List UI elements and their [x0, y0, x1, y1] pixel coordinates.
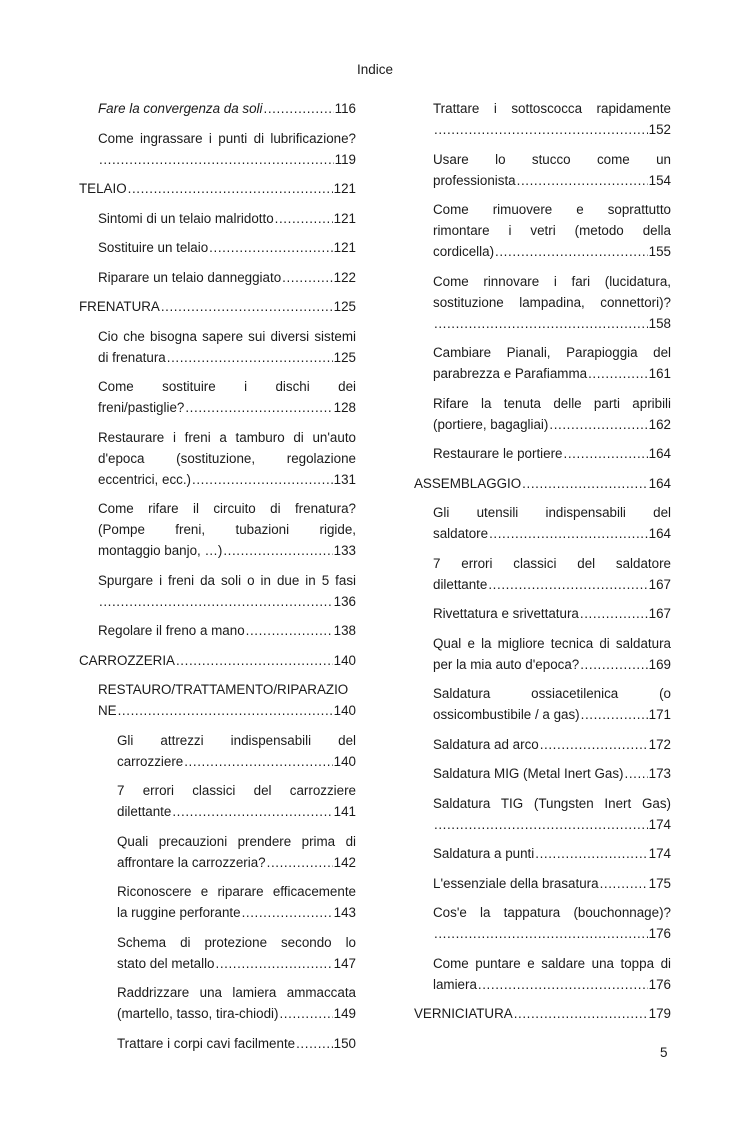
dot-leader [434, 119, 648, 140]
toc-entry-title: professionista [433, 172, 516, 188]
toc-entry-text: 7 errori classici del carrozziere [117, 783, 356, 798]
toc-page-number: 125 [333, 349, 356, 365]
dot-leader [99, 149, 334, 170]
toc-entry-title: FRENATURA [79, 299, 160, 314]
toc-entry-text: (Pompe freni, tubazioni rigide, [98, 522, 356, 537]
dot-leader [478, 974, 648, 995]
dot-leader [495, 241, 648, 262]
toc-entry-text: Raddrizzare una lamiera ammaccata [117, 985, 356, 1000]
toc-entry-title: lamiera [433, 976, 477, 992]
toc-page-number: 125 [333, 299, 356, 314]
toc-page-number: 133 [333, 543, 356, 558]
toc-entry-text: Restaurare i freni a tamburo di un'auto [98, 429, 356, 445]
toc-entry-text: Qual e la migliore tecnica di saldatura [433, 635, 671, 651]
toc-entry[interactable] [79, 620, 356, 641]
toc-entry-text: Gli attrezzi indispensabili del [117, 732, 356, 748]
toc-entry-text: Come ingrassare i punti di lubrificazione? [98, 130, 356, 146]
toc-page-number: 150 [333, 1035, 356, 1051]
toc-entry[interactable] [79, 296, 356, 317]
toc-entry[interactable] [79, 831, 356, 873]
dot-leader [184, 751, 332, 772]
dot-leader [279, 1003, 332, 1024]
toc-entry-text: 7 errori classici del saldatore [433, 555, 671, 571]
toc-page-number: 169 [648, 656, 671, 672]
toc-entry[interactable] [414, 443, 671, 464]
dot-leader [540, 734, 648, 755]
toc-entry[interactable] [79, 178, 356, 199]
dot-leader [489, 523, 648, 544]
toc-page-number: 121 [333, 210, 356, 226]
toc-entry-title: di frenatura [98, 349, 166, 365]
toc-entry-text: Quali precauzioni prendere prima di [117, 833, 356, 849]
toc-entry-title: parabrezza e Parafiamma [433, 366, 588, 381]
toc-entry-title: Rivettatura e srivettatura [433, 606, 579, 621]
dot-leader [625, 763, 648, 784]
toc-page-number: 149 [333, 1006, 356, 1021]
toc-entry[interactable] [79, 498, 356, 561]
dot-leader [600, 873, 648, 894]
toc-entry[interactable] [79, 267, 356, 288]
toc-entry[interactable] [414, 763, 671, 784]
toc-page-number: 138 [333, 623, 356, 638]
toc-entry[interactable] [79, 128, 356, 170]
page-number: 5 [660, 1045, 668, 1060]
toc-entry[interactable] [79, 427, 356, 490]
dot-leader [246, 620, 333, 641]
toc-entry-text: Spurgare i freni da soli o in due in 5 fasi [98, 572, 356, 588]
toc-entry-title: ossicombustibile / a gas) [433, 707, 580, 722]
toc-entry-text: Trattare i sottoscocca rapidamente [433, 101, 671, 116]
dot-leader [275, 208, 333, 229]
toc-page-number: 176 [648, 926, 671, 941]
toc-page-number: 143 [333, 905, 356, 920]
toc-entry-title: Trattare i corpi cavi facilmente [117, 1035, 296, 1051]
toc-entry[interactable] [414, 1003, 671, 1024]
dot-leader [267, 852, 333, 873]
toc-entry[interactable] [414, 342, 671, 384]
toc-column-right [414, 98, 671, 1033]
toc-entry[interactable] [414, 199, 671, 262]
toc-page-number: 155 [648, 244, 671, 259]
dot-leader [564, 443, 648, 464]
dot-leader [535, 843, 647, 864]
toc-entry-text: Riconoscere e riparare efficacemente [117, 884, 356, 899]
toc-entry[interactable] [414, 502, 671, 544]
toc-entry[interactable] [79, 1033, 356, 1054]
toc-entry-title: Restaurare le portiere [433, 446, 563, 461]
toc-entry-text: Schema di protezione secondo lo [117, 934, 356, 950]
toc-page-number: 162 [648, 416, 671, 432]
dot-leader [242, 902, 333, 923]
toc-entry-title: Riparare un telaio danneggiato [98, 269, 282, 285]
toc-page-number: 119 [334, 151, 356, 167]
toc-entry[interactable] [79, 376, 356, 418]
dot-leader [517, 170, 648, 191]
toc-entry-text: RESTAURO/TRATTAMENTO/RIPARAZIO [98, 682, 349, 697]
dot-leader [581, 704, 648, 725]
toc-entry-text: Saldatura ossiacetilenica (o [433, 686, 671, 701]
toc-entry[interactable] [414, 793, 671, 835]
toc-entry-title: TELAIO [79, 181, 127, 196]
toc-entry-text: Cambiare Pianali, Parapioggia del [433, 345, 671, 360]
toc-entry[interactable] [414, 902, 671, 944]
toc-entry-text: Saldatura TIG (Tungsten Inert Gas) [433, 795, 671, 811]
toc-entry[interactable] [79, 98, 356, 119]
toc-entry-title: saldatore [433, 526, 489, 541]
toc-entry-title: L'essenziale della brasatura [433, 875, 599, 891]
toc-entry[interactable] [79, 780, 356, 822]
dot-leader [216, 953, 333, 974]
toc-entry[interactable] [414, 873, 671, 894]
toc-entry-text: Rifare la tenuta delle parti apribili [433, 395, 671, 411]
toc-entry[interactable] [414, 98, 671, 140]
toc-entry[interactable] [79, 237, 356, 258]
dot-leader [264, 98, 334, 119]
dot-leader [128, 178, 333, 199]
toc-entry-text: Gli utensili indispensabili del [433, 505, 671, 520]
toc-page-number: 167 [648, 606, 671, 621]
dot-leader [580, 603, 648, 624]
toc-entry-title: la ruggine perforante [117, 905, 241, 920]
dot-leader [176, 650, 333, 671]
toc-page-number: 164 [648, 446, 671, 461]
toc-entry-title: montaggio banjo, …) [98, 543, 223, 558]
toc-entry[interactable] [414, 603, 671, 624]
toc-entry-title: ASSEMBLAGGIO [414, 475, 522, 491]
dot-leader [192, 469, 333, 490]
dot-leader [99, 591, 333, 612]
toc-page-number: 164 [648, 526, 671, 541]
toc-entry[interactable] [414, 473, 671, 494]
toc-entry-title: dilettante [433, 576, 488, 592]
dot-leader [223, 540, 332, 561]
toc-entry-text: d'epoca (sostituzione, regolazione [98, 450, 356, 466]
toc-entry-text: rimontare i vetri (metodo della [433, 223, 671, 238]
toc-page-number: 158 [648, 315, 671, 331]
toc-page-number: 140 [333, 652, 356, 668]
toc-entry-title: NE [98, 703, 117, 718]
page-header: Indice [356, 62, 394, 77]
toc-page-number: 131 [333, 471, 356, 487]
dot-leader [167, 347, 333, 368]
toc-entry[interactable] [79, 570, 356, 612]
toc-entry-text: Come sostituire i dischi dei [98, 379, 356, 394]
dot-leader [549, 414, 647, 435]
toc-entry[interactable] [79, 679, 356, 721]
toc-entry-title: Saldatura a punti [433, 846, 535, 861]
toc-page-number: 179 [648, 1006, 671, 1021]
toc-entry[interactable] [414, 683, 671, 725]
toc-page-number: 154 [648, 172, 671, 188]
toc-entry-title: per la mia auto d'epoca? [433, 656, 580, 672]
dot-leader [588, 363, 648, 384]
toc-page-number: 174 [648, 816, 671, 832]
toc-entry-text: Come rimuovere e soprattutto [433, 202, 671, 217]
toc-entry[interactable] [414, 633, 671, 675]
toc-page-number: 122 [333, 269, 356, 285]
toc-entry-title: Fare la convergenza da soli [98, 101, 263, 116]
toc-page-number: 140 [333, 753, 356, 769]
toc-page-number: 173 [648, 766, 671, 781]
toc-entry[interactable] [414, 393, 671, 435]
toc-entry[interactable] [79, 650, 356, 671]
toc-entry[interactable] [414, 843, 671, 864]
toc-page-number: 128 [333, 400, 356, 415]
dot-leader [514, 1003, 648, 1024]
toc-entry[interactable] [414, 734, 671, 755]
toc-entry[interactable] [79, 730, 356, 772]
toc-page-number: 176 [648, 976, 671, 992]
dot-leader [522, 473, 647, 494]
toc-entry-title: dilettante [117, 804, 172, 819]
toc-entry-title: carrozziere [117, 753, 184, 769]
dot-leader [434, 923, 648, 944]
toc-entry[interactable] [414, 953, 671, 995]
toc-entry-title: Sintomi di un telaio malridotto [98, 210, 274, 226]
toc-entry-title: stato del metallo [117, 955, 215, 971]
dot-leader [185, 397, 332, 418]
toc-page-number: 172 [648, 736, 671, 752]
toc-page-number: 142 [333, 854, 356, 870]
dot-leader [434, 814, 648, 835]
toc-entry-text: Cio che bisogna sapere sui diversi sistemi [98, 328, 356, 344]
toc-entry[interactable] [414, 271, 671, 334]
toc-entry-title: Saldatura MIG (Metal Inert Gas) [433, 766, 624, 781]
toc-page-number: 147 [333, 955, 356, 971]
dot-leader [580, 654, 647, 675]
toc-page-number: 121 [333, 181, 356, 196]
dot-leader [282, 267, 333, 288]
toc-entry-title: Saldatura ad arco [433, 736, 539, 752]
toc-entry-title: Regolare il freno a mano [98, 623, 245, 638]
dot-leader [172, 801, 332, 822]
toc-page-number: 171 [648, 707, 671, 722]
toc-entry-title: affrontare la carrozzeria? [117, 854, 266, 870]
toc-entry-title: (martello, tasso, tira-chiodi) [117, 1006, 279, 1021]
toc-entry[interactable] [79, 982, 356, 1024]
toc-entry-text: sostituzione lampadina, connettori)? [433, 294, 671, 310]
toc-entry-text: Come rifare il circuito di frenatura? [98, 501, 356, 516]
toc-entry-title: Sostituire un telaio [98, 240, 209, 255]
toc-page-number: 152 [648, 122, 671, 137]
toc-page-number: 164 [648, 475, 671, 491]
toc-entry[interactable] [79, 932, 356, 974]
toc-entry[interactable] [414, 553, 671, 595]
toc-page-number: 174 [648, 846, 671, 861]
dot-leader [434, 313, 648, 334]
toc-page-number: 161 [648, 366, 671, 381]
dot-leader [488, 574, 647, 595]
toc-entry-title: CARROZZERIA [79, 652, 175, 668]
toc-column-left [79, 98, 356, 1062]
toc-page-number: 141 [333, 804, 356, 819]
toc-entry-title: (portiere, bagagliai) [433, 416, 549, 432]
toc-entry[interactable] [79, 208, 356, 229]
toc-entry-text: Come puntare e saldare una toppa di [433, 955, 671, 971]
toc-entry-title: freni/pastiglie? [98, 400, 185, 415]
dot-leader [209, 237, 332, 258]
toc-entry[interactable] [79, 326, 356, 368]
toc-entry[interactable] [414, 149, 671, 191]
toc-entry-title: cordicella) [433, 244, 495, 259]
dot-leader [296, 1033, 333, 1054]
dot-leader [161, 296, 333, 317]
toc-entry-text: Come rinnovare i fari (lucidatura, [433, 273, 671, 289]
dot-leader [118, 700, 333, 721]
toc-entry-title: VERNICIATURA [414, 1006, 513, 1021]
toc-entry[interactable] [79, 881, 356, 923]
toc-page-number: 116 [334, 101, 356, 116]
toc-entry-text: Cos'e la tappatura (bouchonnage)? [433, 905, 671, 920]
toc-page-number: 136 [333, 593, 356, 609]
toc-page-number: 167 [648, 576, 671, 592]
toc-entry-text: Usare lo stucco come un [433, 151, 671, 167]
toc-page-number: 121 [333, 240, 356, 255]
toc-page-number: 140 [333, 703, 356, 718]
toc-page-number: 175 [648, 875, 671, 891]
toc-entry-title: eccentrici, ecc.) [98, 471, 192, 487]
